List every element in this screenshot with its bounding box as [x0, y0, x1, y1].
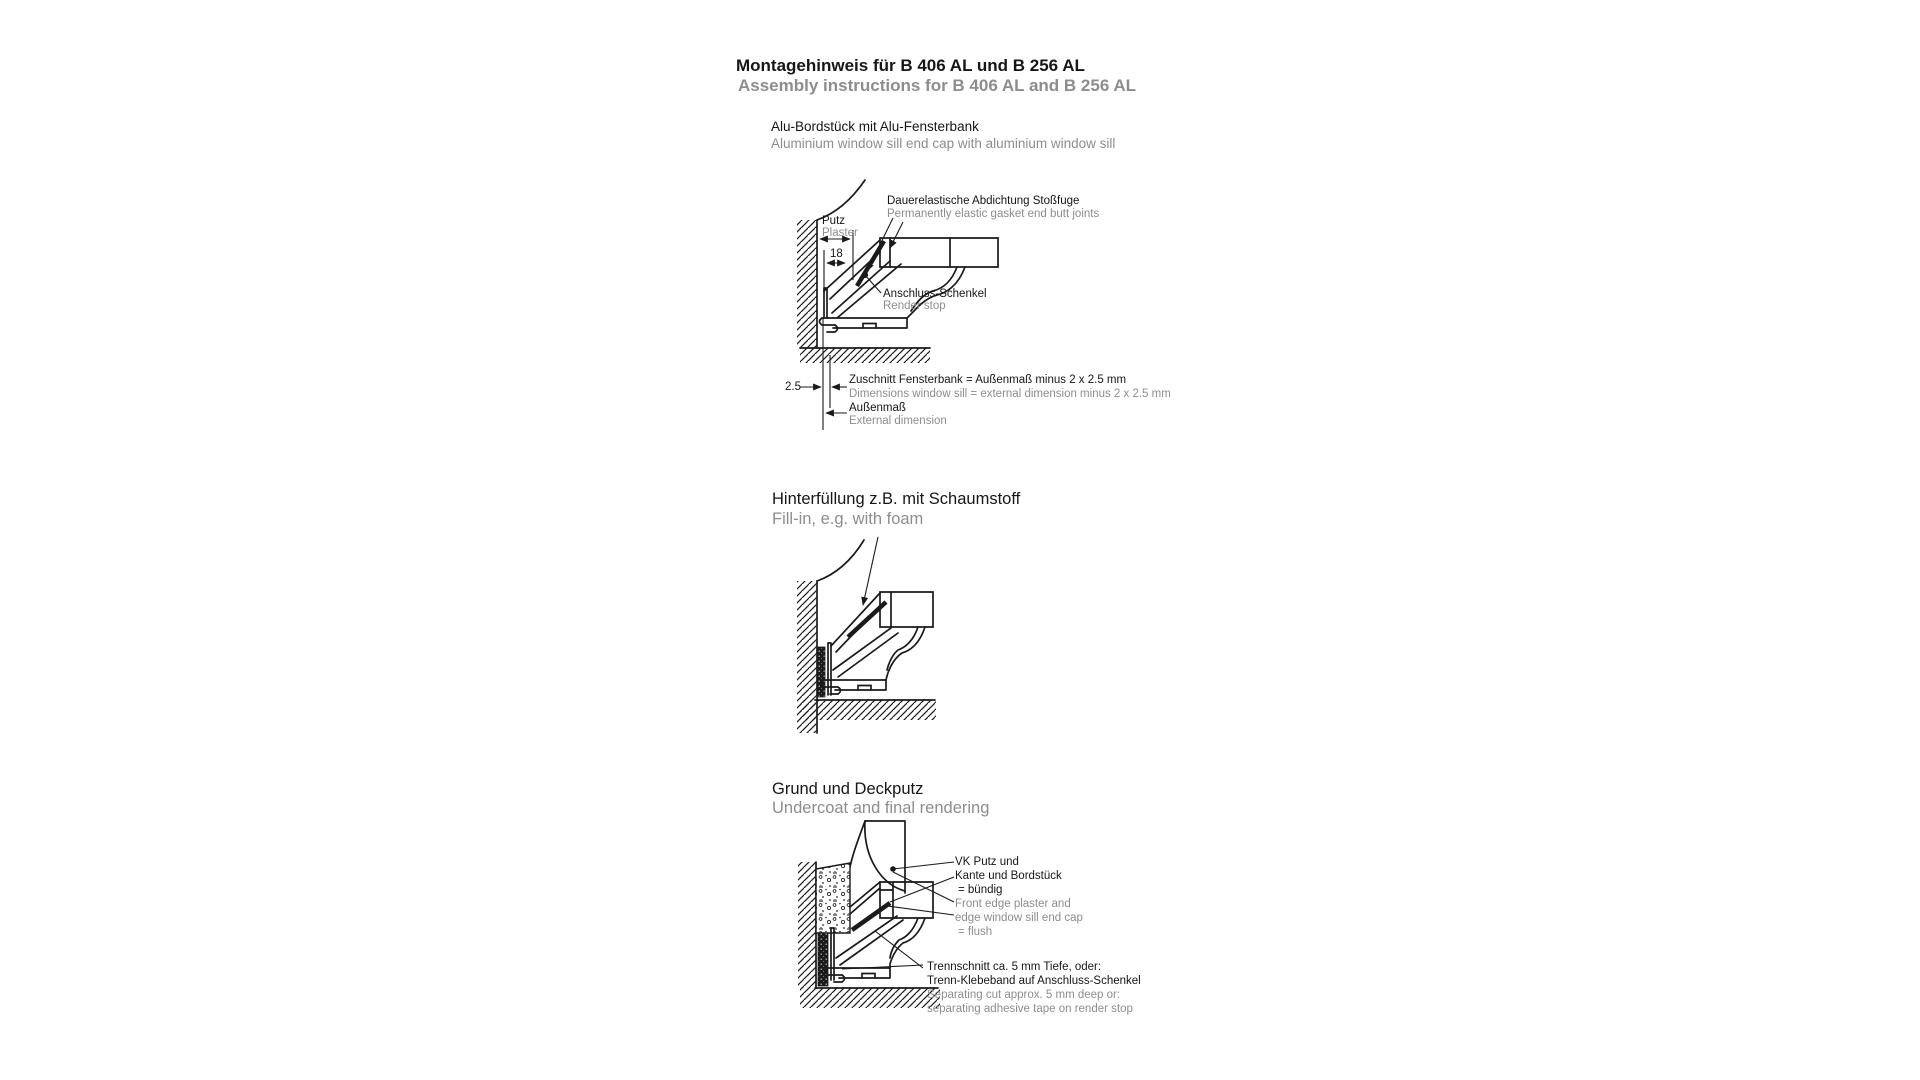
label-gasket-en: Permanently elastic gasket end butt joints	[887, 208, 1100, 220]
label-cut-line1: Trennschnitt ca. 5 mm Tiefe, oder:	[927, 961, 1102, 973]
diagram2-foam-fill	[788, 535, 1000, 743]
leader-lines	[842, 862, 954, 969]
label-flush-line6: = flush	[958, 926, 993, 938]
label-renderstop-de: Anschluss-Schenkel	[883, 288, 987, 300]
foam-fill-strip	[818, 933, 828, 986]
page-title-en: Assembly instructions for B 406 AL and B 256 AL	[738, 76, 1137, 95]
page-title-de: Montagehinweis für B 406 AL und B 256 AL	[736, 56, 1085, 75]
section3-heading-en: Undercoat and final rendering	[772, 799, 990, 817]
label-external-en: External dimension	[849, 415, 947, 427]
section1-heading-de: Alu-Bordstück mit Alu-Fensterbank	[771, 119, 979, 134]
label-dim-18: 18	[830, 248, 843, 260]
label-cut-en: Dimensions window sill = external dimension minus 2 x 2.5 mm	[849, 388, 1171, 400]
label-cut-de: Zuschnitt Fensterbank = Außenmaß minus 2 x 2.5 mm	[849, 374, 1127, 386]
section2-heading-de: Hinterfüllung z.B. mit Schaumstoff	[772, 490, 1021, 508]
leader-lines	[865, 218, 903, 293]
label-putz-de: Putz	[822, 215, 846, 227]
foam-fill-strip	[817, 647, 825, 697]
label-cut-line3: Separating cut approx. 5 mm deep or:	[927, 989, 1121, 1001]
label-cut-line4: separating adhesive tape on render stop	[927, 1003, 1133, 1015]
plaster-layer	[816, 863, 850, 933]
label-putz-en: Plaster	[822, 227, 858, 239]
section2-heading-en: Fill-in, e.g. with foam	[772, 510, 924, 528]
label-cut-line2: Trenn-Klebeband auf Anschluss-Schenkel	[927, 975, 1141, 987]
label-flush-line1: VK Putz und	[955, 856, 1019, 868]
label-gasket-de: Dauerelastische Abdichtung Stoßfuge	[887, 195, 1080, 207]
section3-heading-de: Grund und Deckputz	[772, 780, 924, 798]
label-renderstop-en: Render stop	[883, 300, 946, 312]
label-flush-line5: edge window sill end cap	[955, 912, 1083, 924]
heading-leader-line	[863, 537, 878, 605]
label-flush-line4: Front edge plaster and	[955, 898, 1071, 910]
label-flush-line2: Kante und Bordstück	[955, 870, 1062, 882]
label-flush-line3: = bündig	[958, 884, 1003, 896]
section1-heading-en: Aluminium window sill end cap with aluminium window sill	[771, 136, 1116, 151]
label-external-de: Außenmaß	[849, 402, 906, 414]
label-dim-25: 2.5	[785, 381, 801, 393]
window-sill-profile	[820, 238, 999, 332]
